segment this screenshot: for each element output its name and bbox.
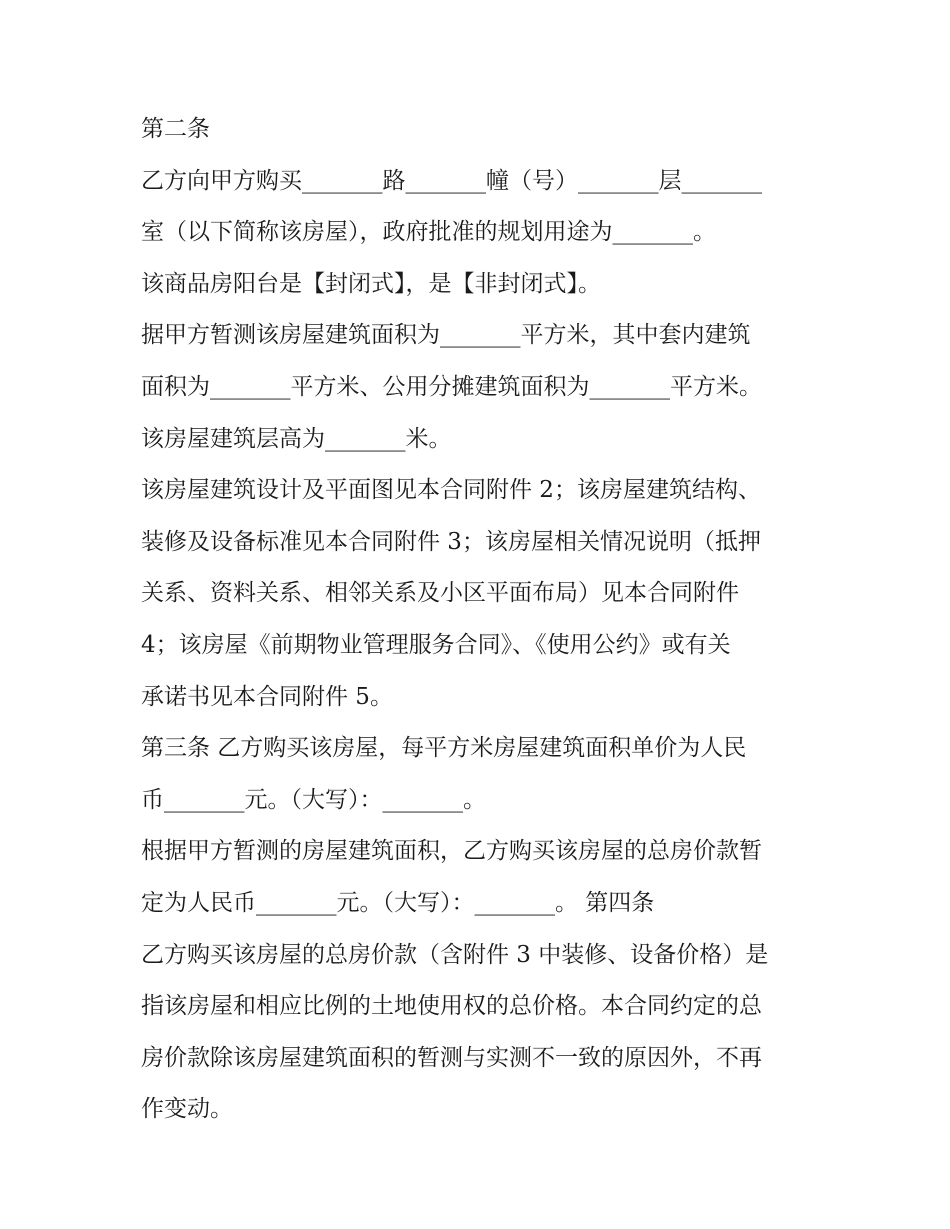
- text-line: 据甲方暂测该房屋建筑面积为_______平方米，其中套内建筑: [141, 322, 751, 349]
- text-line: 装修及设备标准见本合同附件 3；该房屋相关情况说明（抵押: [141, 528, 761, 555]
- document-body: [141, 104, 813, 1136]
- text-line: 乙方向甲方购买_______路_______幢（号）_______层_______: [141, 167, 762, 194]
- text-line: 4；该房屋《前期物业管理服务合同》、《使用公约》或有关: [141, 631, 731, 658]
- text-line: 该商品房阳台是【封闭式】，是【非封闭式】。: [141, 270, 601, 297]
- text-line: 指该房屋和相应比例的土地使用权的总价格。本合同约定的总: [141, 993, 762, 1020]
- text-line: 根据甲方暂测的房屋建筑面积，乙方购买该房屋的总房价款暂: [141, 838, 762, 865]
- text-line: 该房屋建筑设计及平面图见本合同附件 2；该房屋建筑结构、: [141, 477, 761, 504]
- article-3-line: 第三条 乙方购买该房屋，每平方米房屋建筑面积单价为人民: [141, 735, 747, 762]
- text-line: 作变动。: [141, 1096, 233, 1123]
- text-line: 室（以下简称该房屋），政府批准的规划用途为_______。: [141, 219, 716, 246]
- article-2-heading: 第二条: [141, 116, 210, 142]
- text-line: 承诺书见本合同附件 5。: [141, 683, 393, 710]
- text-line: 房价款除该房屋建筑面积的暂测与实测不一致的原因外，不再: [141, 1044, 762, 1071]
- text-line: 币_______元。（大写）：_______。: [141, 786, 486, 813]
- text-line: 面积为_______平方米、公用分摊建筑面积为_______平方米。: [141, 373, 762, 400]
- text-line: 该房屋建筑层高为_______米。: [141, 425, 452, 452]
- text-line: 定为人民币_______元。（大写）：_______。 第四条: [141, 889, 655, 916]
- text-line: 乙方购买该房屋的总房价款（含附件 3 中装修、设备价格）是: [141, 941, 769, 968]
- text-line: 关系、资料关系、相邻关系及小区平面布局）见本合同附件: [141, 580, 739, 607]
